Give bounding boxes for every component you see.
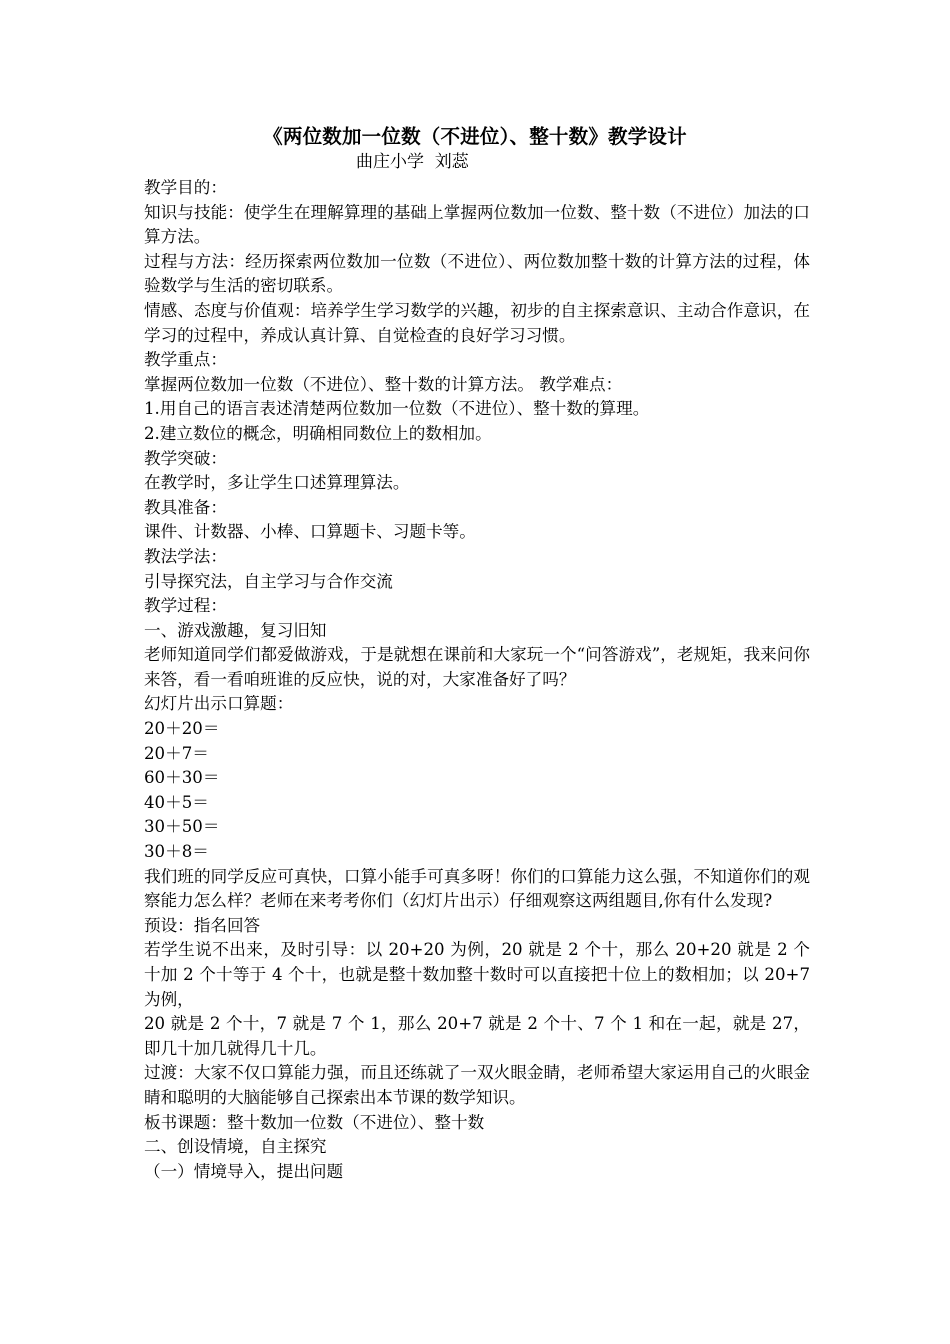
math-problem: 20＋7＝ [144, 743, 209, 763]
math-problem: 30＋50＝ [144, 817, 220, 837]
section-heading-breakthrough: 教学突破： [144, 448, 227, 468]
section-heading-teaching-aids: 教具准备： [144, 497, 227, 517]
paragraph-slide-questions: 幻灯片出示口算题： [144, 694, 294, 714]
math-problem: 30＋8＝ [144, 842, 209, 862]
paragraph-preset: 预设：指名回答 [144, 915, 261, 935]
paragraph-emotion-values: 情感、态度与价值观：培养学生学习数学的兴趣，初步的自主探索意识、主动合作意识，在学习的过程中，养成认真计算、自觉检查的良好学习习惯。 [144, 300, 810, 345]
paragraph-breakthrough: 在教学时，多让学生口述算理算法。 [144, 473, 410, 493]
paragraph-transition: 过渡：大家不仅口算能力强，而且还练就了一双火眼金睛，老师希望大家运用自己的火眼金睛和聪明的大脑能够自己探索出本节课的数学知识。 [144, 1063, 810, 1107]
subsection-heading-game: 一、游戏激趣，复习旧知 [144, 620, 327, 640]
paragraph-teaching-aids: 课件、计数器、小棒、口算题卡、习题卡等。 [144, 522, 476, 542]
paragraph-difficulty-2: 2.建立数位的概念，明确相同数位上的数相加。 [144, 423, 492, 443]
paragraph-guidance: 若学生说不出来，及时引导：以 20+20 为例，20 就是 2 个十，那么 20+20 就是 2 个十加 2 个十等于 4 个十，也就是整十数加整十数时可以直接把十位上的数相加；以 20+7 为例， [144, 940, 810, 1009]
document-title: 《两位数加一位数（不进位）、整十数》教学设计 [263, 125, 687, 148]
subsection-heading-scenario-intro: （一）情境导入，提出问题 [144, 1161, 344, 1181]
math-problem: 60＋30＝ [144, 768, 220, 788]
paragraph-key-points: 掌握两位数加一位数（不进位）、整十数的计算方法。 教学难点： [144, 374, 623, 394]
section-heading-process: 教学过程： [144, 596, 227, 616]
section-heading-methods: 教法学法： [144, 546, 227, 566]
math-problem: 40＋5＝ [144, 792, 209, 812]
document-body [144, 176, 810, 1184]
paragraph-guidance-continued: 20 就是 2 个十，7 就是 7 个 1，那么 20+7 就是 2 个十、7 个 1 和在一起，就是 27，即几十加几就得几十几。 [144, 1014, 810, 1058]
paragraph-observation: 我们班的同学反应可真快，口算小能手可真多呀！你们的口算能力这么强，不知道你们的观察能力怎么样？老师在来考考你们（幻灯片出示）仔细观察这两组题目,你有什么发现? [144, 866, 810, 911]
paragraph-methods: 引导探究法，自主学习与合作交流 [144, 571, 393, 591]
math-problem: 20＋20＝ [144, 719, 220, 739]
section-heading-objectives: 教学目的： [144, 178, 227, 197]
paragraph-difficulty-1: 1.用自己的语言表述清楚两位数加一位数（不进位）、整十数的算理。 [144, 399, 650, 419]
section-heading-key-points: 教学重点： [144, 350, 227, 370]
paragraph-knowledge-skills: 知识与技能：使学生在理解算理的基础上掌握两位数加一位数、整十数（不进位）加法的口算方法。 [144, 202, 810, 247]
subsection-heading-situation: 二、创设情境，自主探究 [144, 1137, 327, 1157]
document-author: 曲庄小学 刘蕊 [356, 152, 469, 172]
paragraph-game-intro: 老师知道同学们都爱做游戏，于是就想在课前和大家玩一个“问答游戏”，老规矩，我来问你来答，看一看咱班谁的反应快，说的对，大家准备好了吗？ [144, 645, 810, 689]
paragraph-process-method: 过程与方法：经历探索两位数加一位数（不进位）、两位数加整十数的计算方法的过程，体验数学与生活的密切联系。 [144, 251, 810, 296]
paragraph-board-title: 板书课题：整十数加一位数（不进位）、整十数 [144, 1112, 485, 1132]
